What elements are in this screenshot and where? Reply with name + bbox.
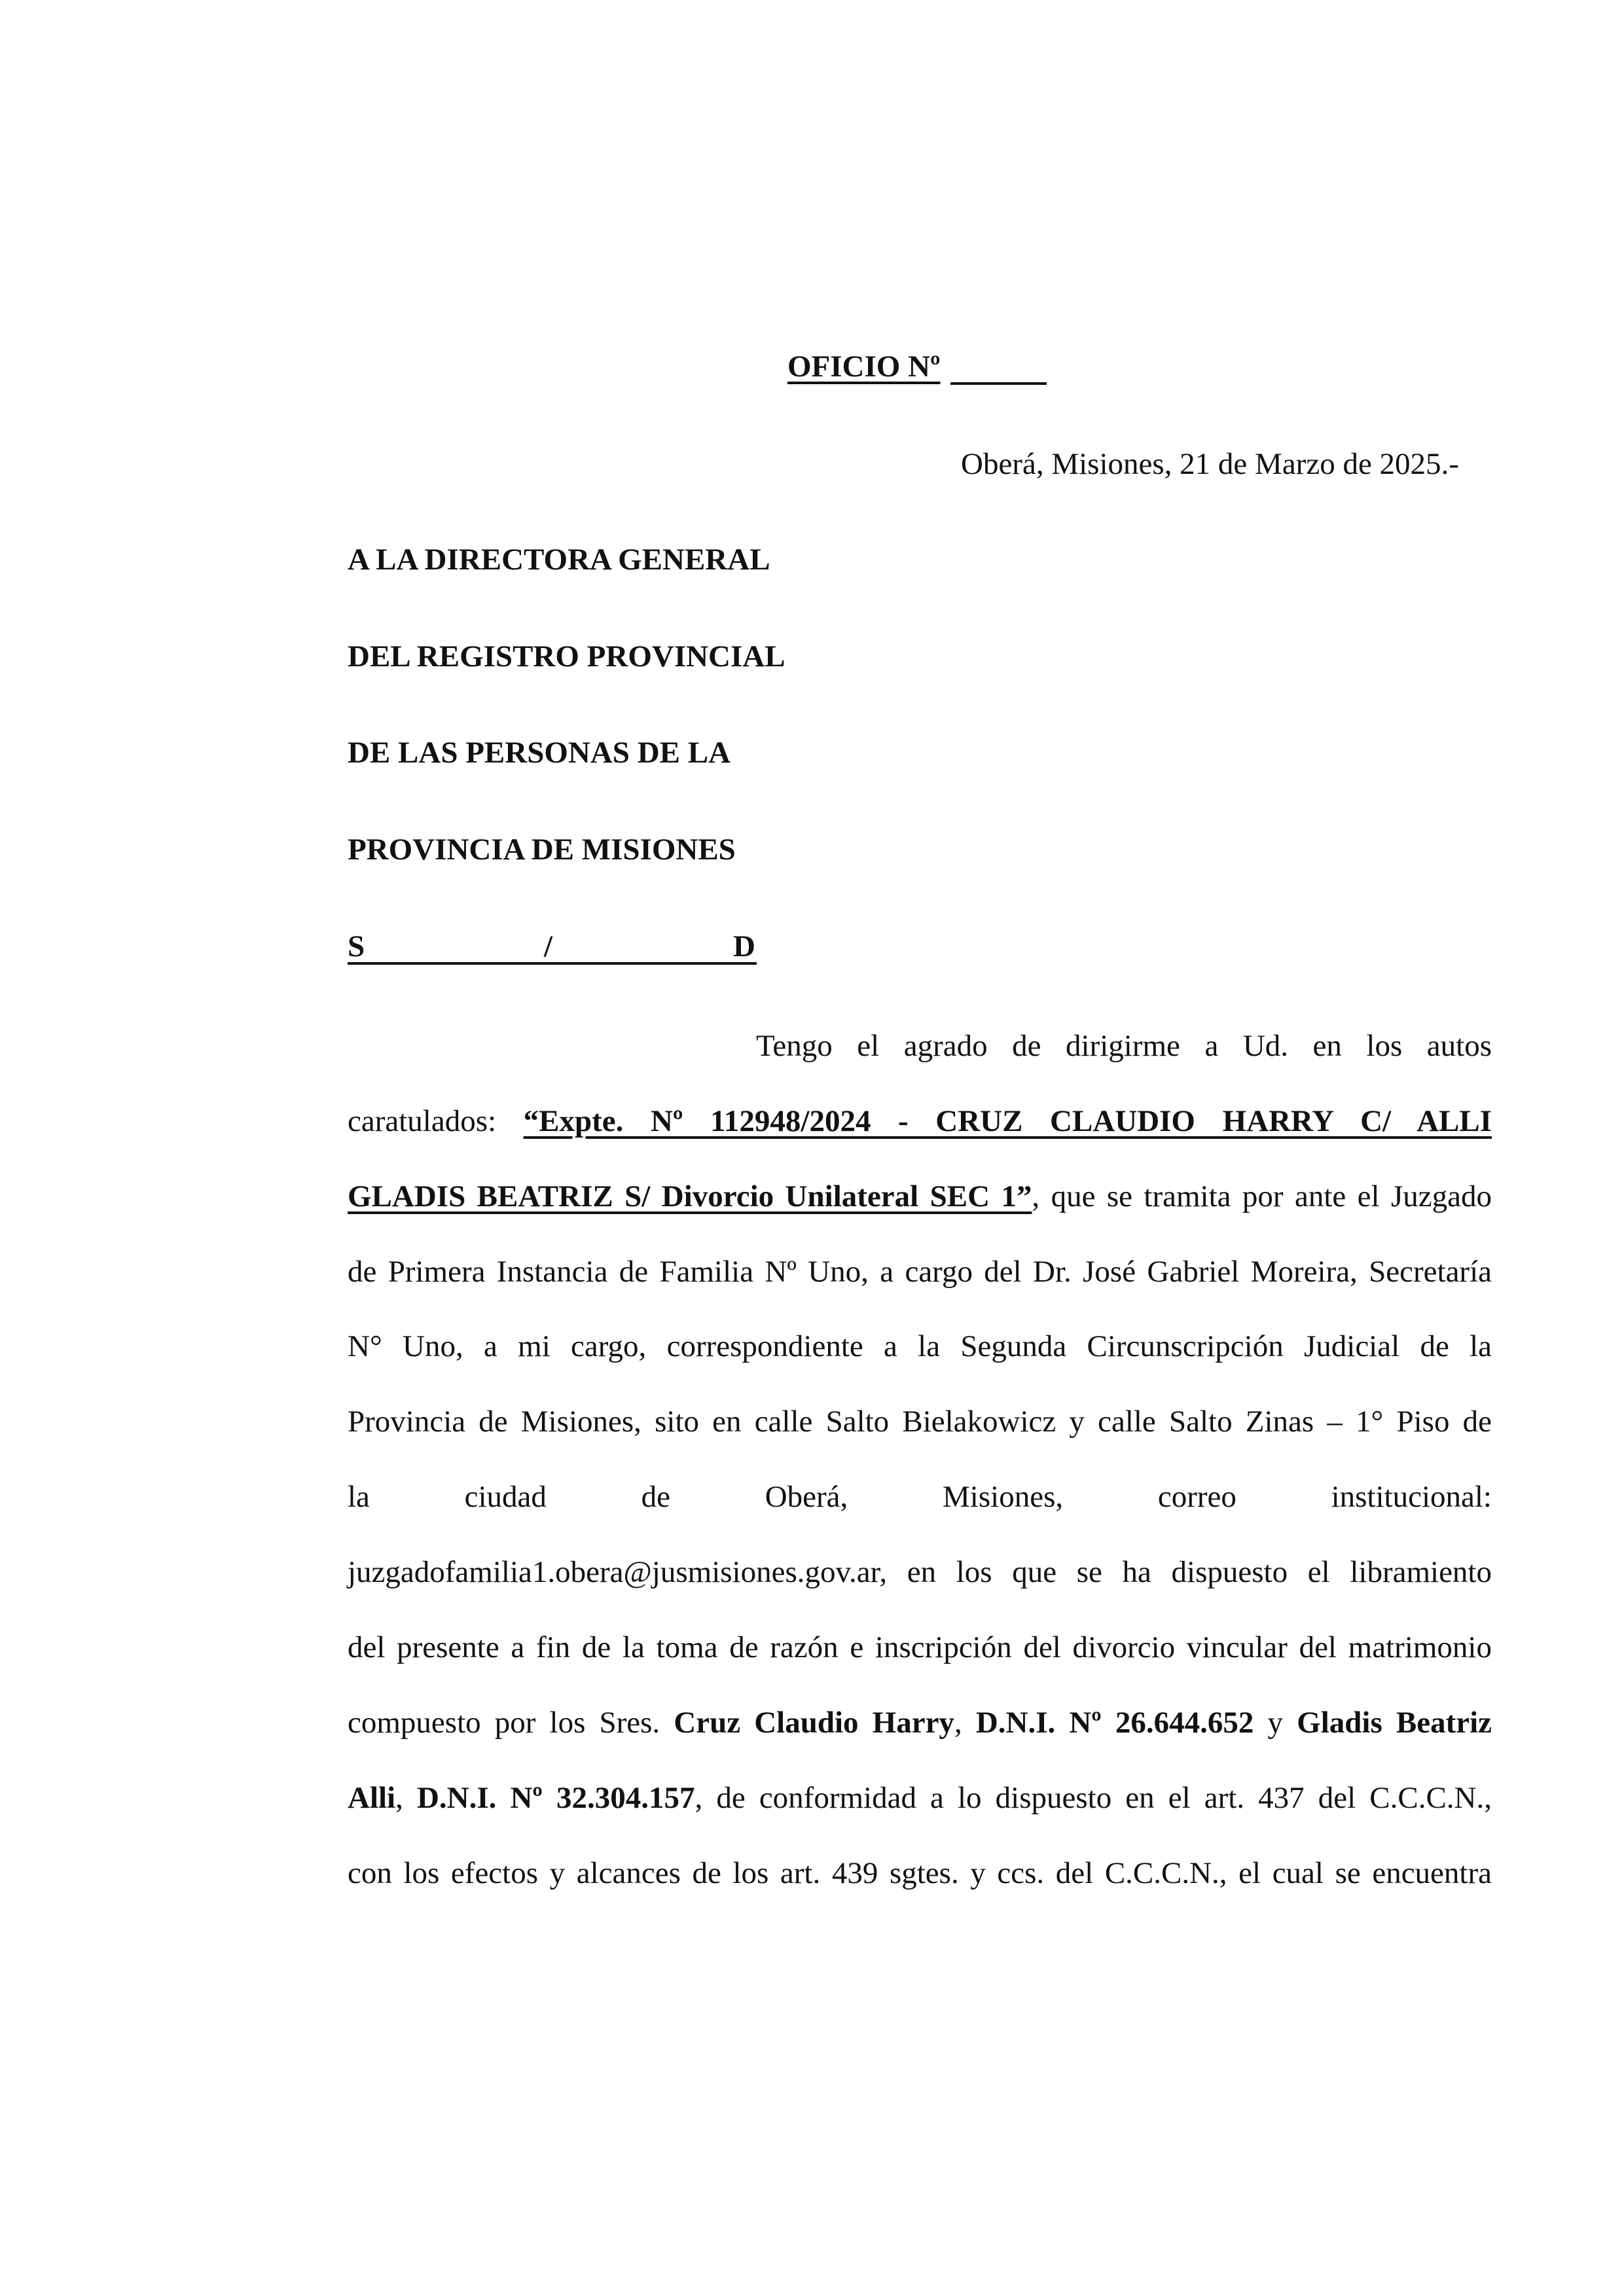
- body-text: caratulados:: [348, 1104, 524, 1138]
- party-name: Cruz Claudio Harry: [674, 1706, 954, 1740]
- body-text: , de conformidad a lo dispuesto en el art. 437 del C.C.C.N.,: [695, 1781, 1492, 1815]
- date-line: Oberá, Misiones, 21 de Marzo de 2025.-: [961, 447, 1459, 481]
- body-line: juzgadofamilia1.obera@jusmisiones.gov.ar, en los que se ha dispuesto el libramiento: [348, 1555, 1492, 1589]
- body-text: ,: [954, 1706, 976, 1740]
- body-line: con los efectos y alcances de los art. 439 sgtes. y ccs. del C.C.C.N., el cual se encuentra: [348, 1856, 1492, 1890]
- sd-underline: [348, 962, 757, 965]
- body-line: de Primera Instancia de Familia Nº Uno, a cargo del Dr. José Gabriel Moreira, Secretaría: [348, 1255, 1492, 1289]
- su-despacho-line: [348, 931, 757, 972]
- addressee-line: DE LAS PERSONAS DE LA: [348, 736, 731, 770]
- body-text: compuesto por los Sres.: [348, 1706, 674, 1740]
- body-line: la ciudad de Oberá, Misiones, correo institucional:: [348, 1480, 1492, 1514]
- body-line: [348, 1783, 1492, 1814]
- body-line: [348, 1708, 1492, 1738]
- body-line: [348, 1106, 1492, 1137]
- addressee-line: A LA DIRECTORA GENERAL: [348, 543, 770, 577]
- addressee-line: DEL REGISTRO PROVINCIAL: [348, 639, 785, 673]
- body-text: , que se tramita por ante el Juzgado: [1032, 1179, 1492, 1213]
- sd-d-letter: D: [733, 929, 755, 963]
- body-line: Tengo el agrado de dirigirme a Ud. en los autos: [756, 1029, 1492, 1063]
- body-line: [348, 1181, 1492, 1212]
- body-line: del presente a fin de la toma de razón e inscripción del divorcio vincular del matrimonio: [348, 1630, 1492, 1664]
- body-text: y: [1254, 1706, 1297, 1740]
- body-line: Provincia de Misiones, sito en calle Salto Bielakowicz y calle Salto Zinas – 1° Piso de: [348, 1405, 1492, 1439]
- sd-slash: /: [544, 929, 553, 963]
- oficio-number-blank: [950, 382, 1047, 385]
- body-text: ,: [395, 1781, 417, 1815]
- sd-s-letter: S: [348, 929, 365, 963]
- case-caption: “Expte. Nº 112948/2024 - CRUZ CLAUDIO HARRY C/ ALLI: [523, 1104, 1492, 1138]
- oficio-title: OFICIO Nº: [787, 350, 941, 384]
- party-dni: D.N.I. Nº 26.644.652: [975, 1706, 1254, 1740]
- case-caption: GLADIS BEATRIZ S/ Divorcio Unilateral SEC 1”: [348, 1179, 1032, 1213]
- party-dni: D.N.I. Nº 32.304.157: [416, 1781, 695, 1815]
- party-name: Gladis Beatriz: [1297, 1706, 1492, 1740]
- party-name: Alli: [348, 1781, 396, 1815]
- body-line: N° Uno, a mi cargo, correspondiente a la Segunda Circunscripción Judicial de la: [348, 1329, 1492, 1363]
- addressee-line: PROVINCIA DE MISIONES: [348, 833, 736, 867]
